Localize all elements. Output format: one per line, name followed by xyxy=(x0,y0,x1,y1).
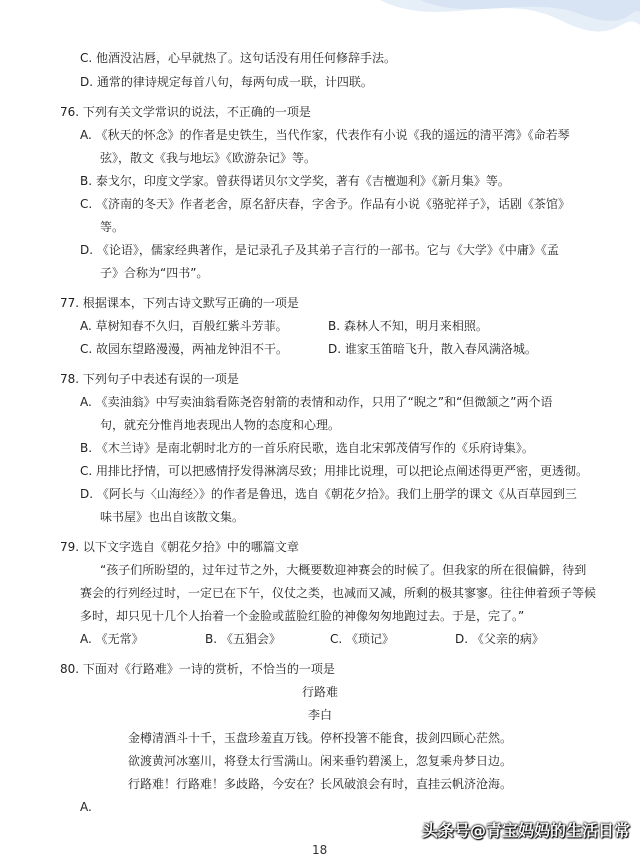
q80-option-a: A. xyxy=(80,800,92,814)
q77-option-a: A. 草树知春不久归，百般红紫斗芳菲。 xyxy=(80,319,288,333)
q76-option-d: D. 《论语》，儒家经典著作，是记录孔子及其弟子言行的一部书。它与《大学》《中庸》《孟 xyxy=(80,243,559,257)
q78-option-c: C. 用排比抒情，可以把感情抒发得淋漓尽致；用排比说理，可以把论点阐述得更严密，更透彻。 xyxy=(80,464,589,478)
poem-verse-2: 欲渡黄河冰塞川，将登太行雪满山。闲来垂钓碧溪上，忽复乘舟梦日边。 xyxy=(127,754,512,768)
poem-title: 行路难 xyxy=(301,685,338,699)
watermark: 头条号@青宝妈妈的生活日常 xyxy=(421,821,630,840)
q78-option-d-cont: 味书屋》也出自该散文集。 xyxy=(100,510,245,524)
q79-passage-line3: 多时，却只见十几个人抬着一个金脸或蓝脸红脸的神像匆匆地跑过去。于是，完了。” xyxy=(80,609,525,623)
q76-option-d-cont: 子》合称为“四书”。 xyxy=(100,266,209,280)
poem-author: 李白 xyxy=(307,708,332,722)
q79-option-c: C. 《琐记》 xyxy=(330,632,395,646)
q80-stem: 80. 下面对《行路难》一诗的赏析，不恰当的一项是 xyxy=(60,662,335,676)
q78-option-a: A. 《卖油翁》中写卖油翁看陈尧咨射箭的表情和动作，只用了“睨之”和“但微颔之”两个语 xyxy=(80,395,553,409)
page-number: 18 xyxy=(312,843,328,857)
poem-verse-1: 金樽清酒斗十千，玉盘珍羞直万钱。停杯投箸不能食，拔剑四顾心茫然。 xyxy=(127,731,512,745)
q79-passage-line2: 赛会的行列经过时，一定已在下午，仪仗之类，也减而又减，所剩的极其寥寥。往往伸着颈子等候 xyxy=(80,586,597,600)
q77-option-c: C. 故园东望路漫漫，两袖龙钟泪不干。 xyxy=(80,342,289,356)
q79-option-b: B. 《五猖会》 xyxy=(205,632,281,646)
q75-option-d: D. 通常的律诗规定每首八句，每两句成一联，计四联。 xyxy=(80,75,373,89)
q75-option-c: C. 他酒没沾唇，心早就热了。这句话没有用任何修辞手法。 xyxy=(80,51,397,65)
poem-verse-3: 行路难！行路难！多歧路，今安在？长风破浪会有时，直挂云帆济沧海。 xyxy=(127,777,512,791)
q78-option-d: D. 《阿长与〈山海经〉》的作者是鲁迅，选自《朝花夕拾》。我们上册学的课文《从百草园到三 xyxy=(80,487,577,501)
q78-option-a-cont: 句，就充分惟肖地表现出人物的态度和心理。 xyxy=(100,418,341,432)
q79-option-d: D. 《父亲的病》 xyxy=(455,632,544,646)
q77-stem: 77. 根据课本，下列古诗文默写正确的一项是 xyxy=(60,296,299,310)
q79-stem: 79. 以下文字选自《朝花夕拾》中的哪篇文章 xyxy=(60,540,299,554)
decorative-wave xyxy=(380,0,640,40)
q79-option-a: A. 《无常》 xyxy=(80,632,144,646)
q76-option-c: C. 《济南的冬天》作者老舍，原名舒庆春，字舍予。作品有小说《骆驼祥子》，话剧《茶馆》 xyxy=(80,197,571,211)
q78-option-b: B. 《木兰诗》是南北朝时北方的一首乐府民歌，选自北宋郭茂倩写作的《乐府诗集》。 xyxy=(80,441,534,455)
q79-passage-line1: “孩子们所盼望的，过年过节之外，大概要数迎神赛会的时候了。但我家的所在很偏僻，待到 xyxy=(100,563,587,577)
q77-option-d: D. 谁家玉笛暗飞升，散入春风满洛城。 xyxy=(328,342,537,356)
q78-stem: 78. 下列句子中表述有误的一项是 xyxy=(60,372,239,386)
q76-option-a-cont: 弦》，散文《我与地坛》《欧游杂记》等。 xyxy=(100,151,317,165)
q76-stem: 76. 下列有关文学常识的说法，不正确的一项是 xyxy=(60,105,311,119)
q76-option-c-cont: 等。 xyxy=(100,220,125,234)
q77-option-b: B. 森林人不知，明月来相照。 xyxy=(328,319,488,333)
q76-option-b: B. 泰戈尔，印度文学家。曾获得诺贝尔文学奖，著有《吉檀迦利》《新月集》等。 xyxy=(80,174,510,188)
q76-option-a: A. 《秋天的怀念》的作者是史铁生，当代作家，代表作有小说《我的遥远的清平湾》《命若琴 xyxy=(80,128,570,142)
